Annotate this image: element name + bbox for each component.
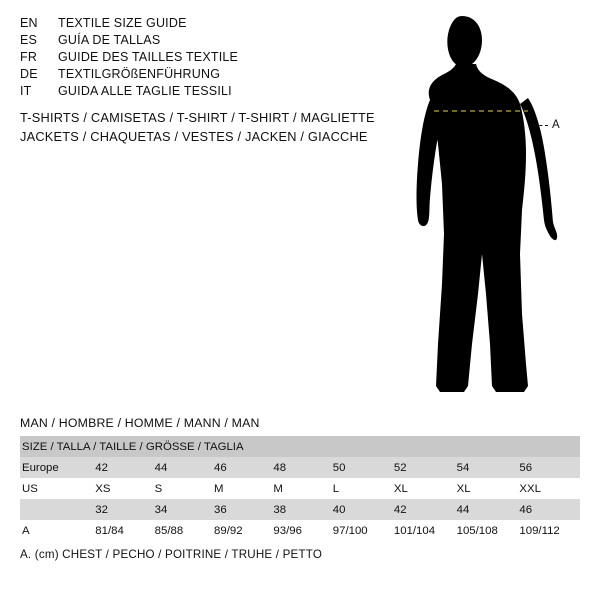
language-row [20,50,380,67]
language-text: TEXTILGRÖßENFÜHRUNG [58,67,221,81]
measure-label-a: A [552,119,560,131]
cell: 34 [154,503,168,516]
cell: 46 [519,503,533,516]
cell: 81/84 [95,524,124,537]
language-row [20,84,380,101]
language-code: IT [20,84,32,98]
silhouette-icon [400,14,600,404]
table-row [20,457,580,478]
table-title: MAN / HOMBRE / HOMME / MANN / MAN [20,416,260,430]
size-table [20,436,580,541]
table-row [20,499,580,520]
size-table-block [20,416,580,541]
cell: 42 [393,503,407,516]
row-label: Europe [22,461,59,474]
cell: 42 [95,461,108,474]
cell: 50 [332,461,346,474]
table-footnote: A. (cm) CHEST / PECHO / POITRINE / TRUHE / PETTO [20,548,323,561]
cell: 109/112 [519,524,560,537]
cell: 38 [273,503,287,516]
measure-leader-dashes [528,125,548,126]
language-code: EN [20,16,38,30]
cell: M [214,482,224,495]
cell: 89/92 [214,524,243,537]
cell: XS [95,482,111,495]
language-text: GUIDE DES TAILLES TEXTILE [58,50,239,64]
cell: 40 [332,503,346,516]
row-label [20,499,93,520]
cell: 46 [214,461,227,474]
cell: 32 [95,503,108,516]
language-row [20,33,380,50]
language-text: GUIDA ALLE TAGLIE TESSILI [58,84,232,98]
language-row [20,67,380,84]
cell: 101/104 [393,524,436,537]
cell: 44 [456,503,470,516]
garment-line-tshirts: T-SHIRTS / CAMISETAS / T-SHIRT / T-SHIRT / MAGLIETTE [20,110,375,125]
cell: 44 [154,461,168,474]
cell: 105/108 [456,524,498,537]
cell: L [332,482,340,495]
table-row [20,520,580,541]
male-silhouette-figure [400,14,600,404]
cell: M [273,482,283,495]
cell: 52 [393,461,407,474]
row-label: US [22,482,38,495]
cell: S [154,482,163,495]
cell: 85/88 [154,524,184,537]
table-row [20,478,580,499]
cell: 54 [456,461,470,474]
cell: XL [456,482,471,495]
cell: 48 [273,461,287,474]
cell: 97/100 [332,524,368,537]
cell: 56 [519,461,533,474]
language-list [20,16,380,101]
language-text: TEXTILE SIZE GUIDE [58,16,187,30]
cell: 93/96 [273,524,302,537]
table-header-row [20,436,580,457]
garment-line-jackets: JACKETS / CHAQUETAS / VESTES / JACKEN / GIACCHE [20,129,368,144]
cell: XXL [519,482,541,495]
table-header-label: SIZE / TALLA / TAILLE / GRÖSSE / TAGLIA [22,440,244,453]
cell: 36 [214,503,227,516]
language-code: DE [20,67,38,81]
language-row [20,16,380,33]
row-label: A [22,524,30,537]
garment-type-list [20,110,440,148]
cell: XL [393,482,408,495]
language-code: FR [20,50,38,64]
language-text: GUÍA DE TALLAS [58,33,161,47]
language-code: ES [20,33,38,47]
